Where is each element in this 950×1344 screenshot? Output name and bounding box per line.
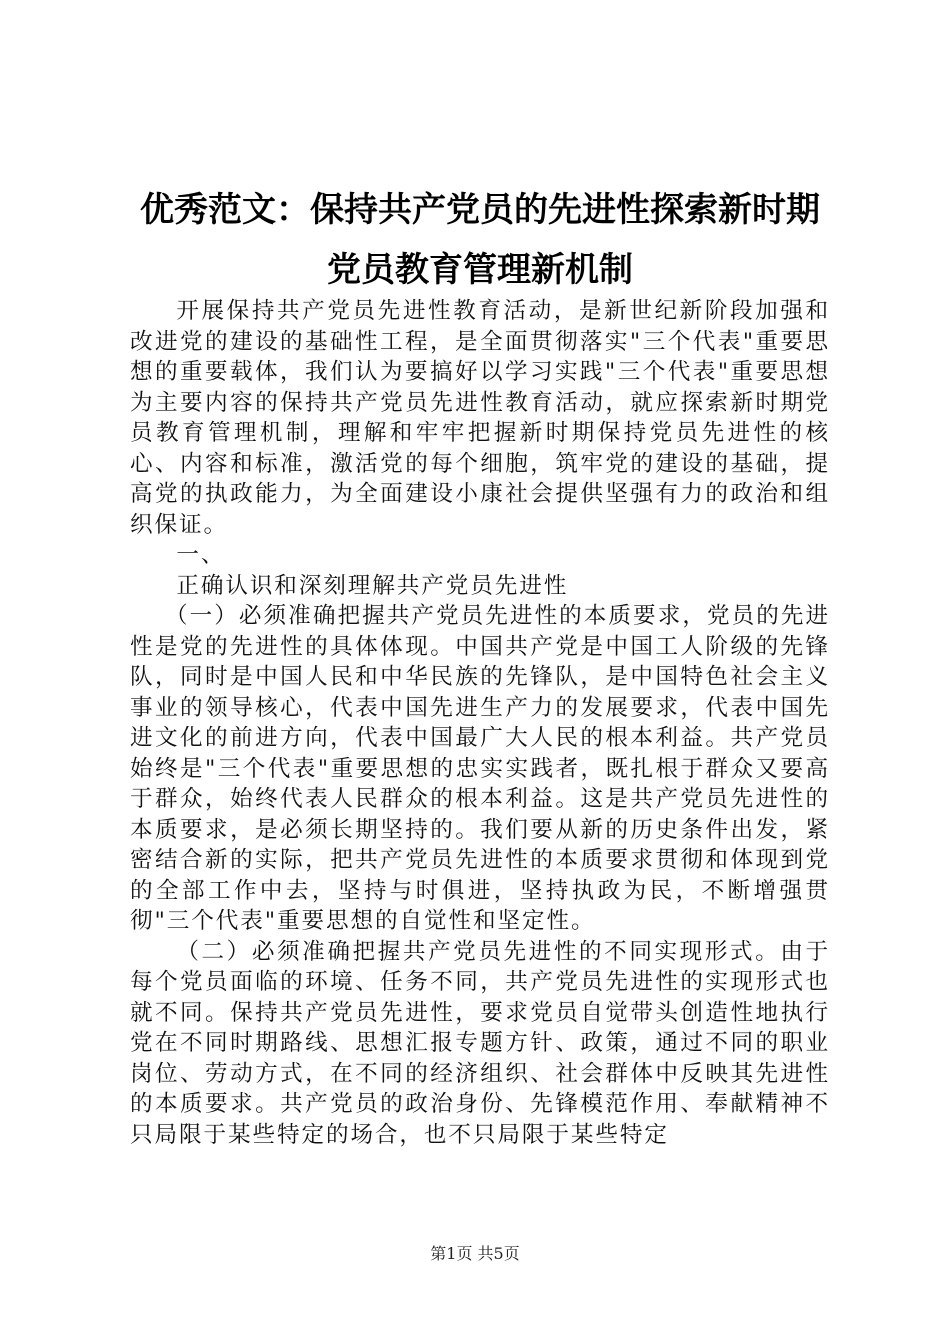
section-number: 一、 <box>176 542 226 568</box>
document-title-line-1: 优秀范文：保持共产党员的先进性探索新时期 <box>140 190 820 230</box>
document-title-line-2: 党员教育管理新机制 <box>327 250 633 290</box>
paragraph-intro: 开展保持共产党员先进性教育活动，是新世纪新阶段加强和改进党的建设的基础性工程，是全面贯彻落实"三个代表"重要思想的重要载体，我们认为要搞好以学习实践"三个代表"重要思想为主要内容的保持共产党员先进性教育活动，就应探索新时期党员教育管理机制，理解和牢牢把握新时期保持党员先进性的核心、内容和标准，激活党的每个细胞，筑牢党的建设的基础，提高党的执政能力，为全面建设小康社会提供坚强有力的政治和组织保证。 <box>130 298 830 538</box>
document-body <box>130 296 830 1150</box>
section-heading: 正确认识和深刻理解共产党员先进性 <box>176 572 569 599</box>
page-footer: 第1页 共5页 <box>430 1244 520 1263</box>
paragraph-subsection-1: （一）必须准确把握共产党员先进性的本质要求，党员的先进性是党的先进性的具体体现。中国共产党是中国工人阶级的先锋队，同时是中国人民和中华民族的先锋队，是中国特色社会主义事业的领导核心，代表中国先进生产力的发展要求，代表中国先进文化的前进方向，代表中国最广大人民的根本利益。共产党员始终是"三个代表"重要思想的忠实实践者，既扎根于群众又要高于群众，始终代表人民群众的根本利益。这是共产党员先进性的本质要求，是必须长期坚持的。我们要从新的历史条件出发，紧密结合新的实际，把共产党员先进性的本质要求贯彻和体现到党的全部工作中去，坚持与时俱进，坚持执政为民，不断增强贯彻"三个代表"重要思想的自觉性和坚定性。 <box>130 603 830 934</box>
paragraph-subsection-2: （二）必须准确把握共产党员先进性的不同实现形式。由于每个党员面临的环境、任务不同，共产党员先进性的实现形式也就不同。保持共产党员先进性，要求党员自觉带头创造性地执行党在不同时期路线、思想汇报专题方针、政策，通过不同的职业岗位、劳动方式，在不同的经济组织、社会群体中反映其先进性的本质要求。共产党员的政治身份、先锋模范作用、奉献精神不只局限于某些特定的场合，也不只局限于某些特定 <box>130 938 830 1148</box>
